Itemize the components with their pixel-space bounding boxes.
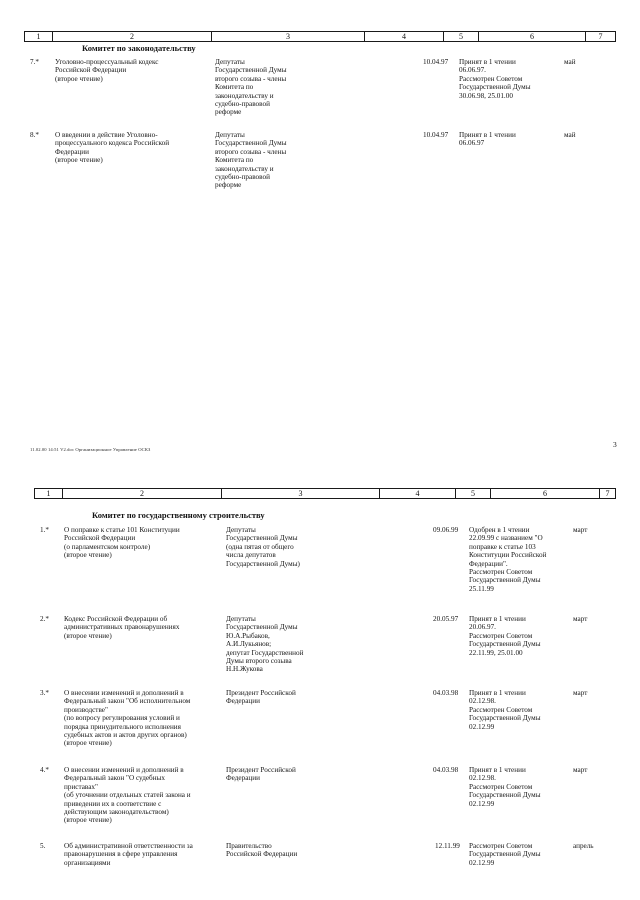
column-header-2: 2 xyxy=(63,489,222,498)
column-header-3: 3 xyxy=(212,32,365,41)
row-initiator: Депутаты Государственной Думы второго созыва - члены Комитета по законодательству и судебно-правовой реформе xyxy=(215,58,287,117)
row-status: Принят в 1 чтении 02.12.98. Рассмотрен Советом Государственной Думы 02.12.99 xyxy=(469,766,541,808)
row-date: 09.06.99 xyxy=(433,526,459,534)
row-number: 4.* xyxy=(40,766,49,774)
row-title: О введении в действие Уголовно- процессуального кодекса Российской Федерации (второе чтение) xyxy=(55,131,170,165)
row-month: март xyxy=(573,689,588,697)
section-title-state-building: Комитет по государственному строительству xyxy=(92,510,265,520)
row-status: Рассмотрен Советом Государственной Думы 02.12.99 xyxy=(469,842,541,867)
column-header-6: 6 xyxy=(491,489,600,498)
column-header-1: 1 xyxy=(25,32,53,41)
column-header-2: 2 xyxy=(53,32,212,41)
row-status: Принят в 1 чтении 20.06.97. Рассмотрен Советом Государственной Думы 22.11.99, 25.01.00 xyxy=(469,615,541,657)
row-status: Принят в 1 чтении 06.06.97. Рассмотрен Советом Государственной Думы 30.06.98, 25.01.00 xyxy=(459,58,531,100)
row-date: 10.04.97 xyxy=(423,131,449,139)
row-month: март xyxy=(573,766,588,774)
column-header-7: 7 xyxy=(605,489,610,498)
column-header-6: 6 xyxy=(479,32,586,41)
row-initiator: Президент Российской Федерации xyxy=(226,689,296,706)
row-status: Принят в 1 чтении 06.06.97 xyxy=(459,131,516,148)
column-header-3: 3 xyxy=(222,489,380,498)
column-header-4: 4 xyxy=(380,489,456,498)
row-month: май xyxy=(564,58,576,66)
row-status: Принят в 1 чтении 02.12.98. Рассмотрен Советом Государственной Думы 02.12.99 xyxy=(469,689,541,731)
row-number: 1.* xyxy=(40,526,49,534)
row-initiator: Депутаты Государственной Думы Ю.А.Рыбаков, А.И.Лукьянов; депутат Государственной Думы второго созыва Н.Н.Жукова xyxy=(226,615,304,674)
row-initiator: Депутаты Государственной Думы второго созыва - члены Комитета по законодательству и судебно-правовой реформе xyxy=(215,131,287,190)
row-month: апрель xyxy=(573,842,594,850)
row-date: 20.05.97 xyxy=(433,615,459,623)
row-month: март xyxy=(573,615,588,623)
row-initiator: Президент Российской Федерации xyxy=(226,766,296,783)
row-date: 04.03.98 xyxy=(433,766,459,774)
document-footer: 11.02.00 14:51 V2.doc Организационное Управление ОСКЗ xyxy=(30,447,151,452)
row-number: 2.* xyxy=(40,615,49,623)
row-initiator: Депутаты Государственной Думы (одна пятая от общего числа депутатов Государственной Думы) xyxy=(226,526,300,568)
section-title-legislation: Комитет по законодательству xyxy=(82,43,196,53)
row-title: О внесении изменений и дополнений в Федеральный закон "О судебных приставах" (об уточнении отдельных статей закона и приведении их в соответствие с действующим законодательством) (второе чтение) xyxy=(64,766,191,825)
row-title: Об административной ответственности за правонарушения в сфере управления организациями xyxy=(64,842,193,867)
row-date: 04.03.98 xyxy=(433,689,459,697)
column-header-4: 4 xyxy=(365,32,444,41)
row-number: 8.* xyxy=(30,131,39,139)
row-title: Кодекс Российской Федерации об административных правонарушениях (второе чтение) xyxy=(64,615,180,640)
row-initiator: Правительство Российской Федерации xyxy=(226,842,298,859)
row-month: май xyxy=(564,131,576,139)
row-number: 7.* xyxy=(30,58,39,66)
page-number: 3 xyxy=(613,440,617,449)
column-header-5: 5 xyxy=(444,32,479,41)
row-month: март xyxy=(573,526,588,534)
row-number: 3.* xyxy=(40,689,49,697)
row-date: 12.11.99 xyxy=(435,842,460,850)
row-date: 10.04.97 xyxy=(423,58,449,66)
column-header-5: 5 xyxy=(456,489,491,498)
column-header-1: 1 xyxy=(35,489,63,498)
row-title: О внесении изменений и дополнений в Федеральный закон "Об исполнительном производстве" (по вопросу регулирования условий и порядка принудительного исполнения судебных актов и актов других органов) (второе чтение) xyxy=(64,689,191,748)
row-title: Уголовно-процессуальный кодекс Российской Федерации (второе чтение) xyxy=(55,58,159,83)
row-number: 5. xyxy=(40,842,46,850)
column-header-row-top xyxy=(24,31,616,42)
column-header-row-bottom xyxy=(34,488,616,499)
row-status: Одобрен в 1 чтении 22.09.99 с названием "О поправке к статье 103 Конституции Российской Федерации". Рассмотрен Советом Государственной Думы 25.11.99 xyxy=(469,526,547,593)
column-header-7: 7 xyxy=(598,32,603,41)
row-title: О поправке к статье 101 Конституции Российской Федерации (о парламентском контроле) (второе чтение) xyxy=(64,526,180,560)
